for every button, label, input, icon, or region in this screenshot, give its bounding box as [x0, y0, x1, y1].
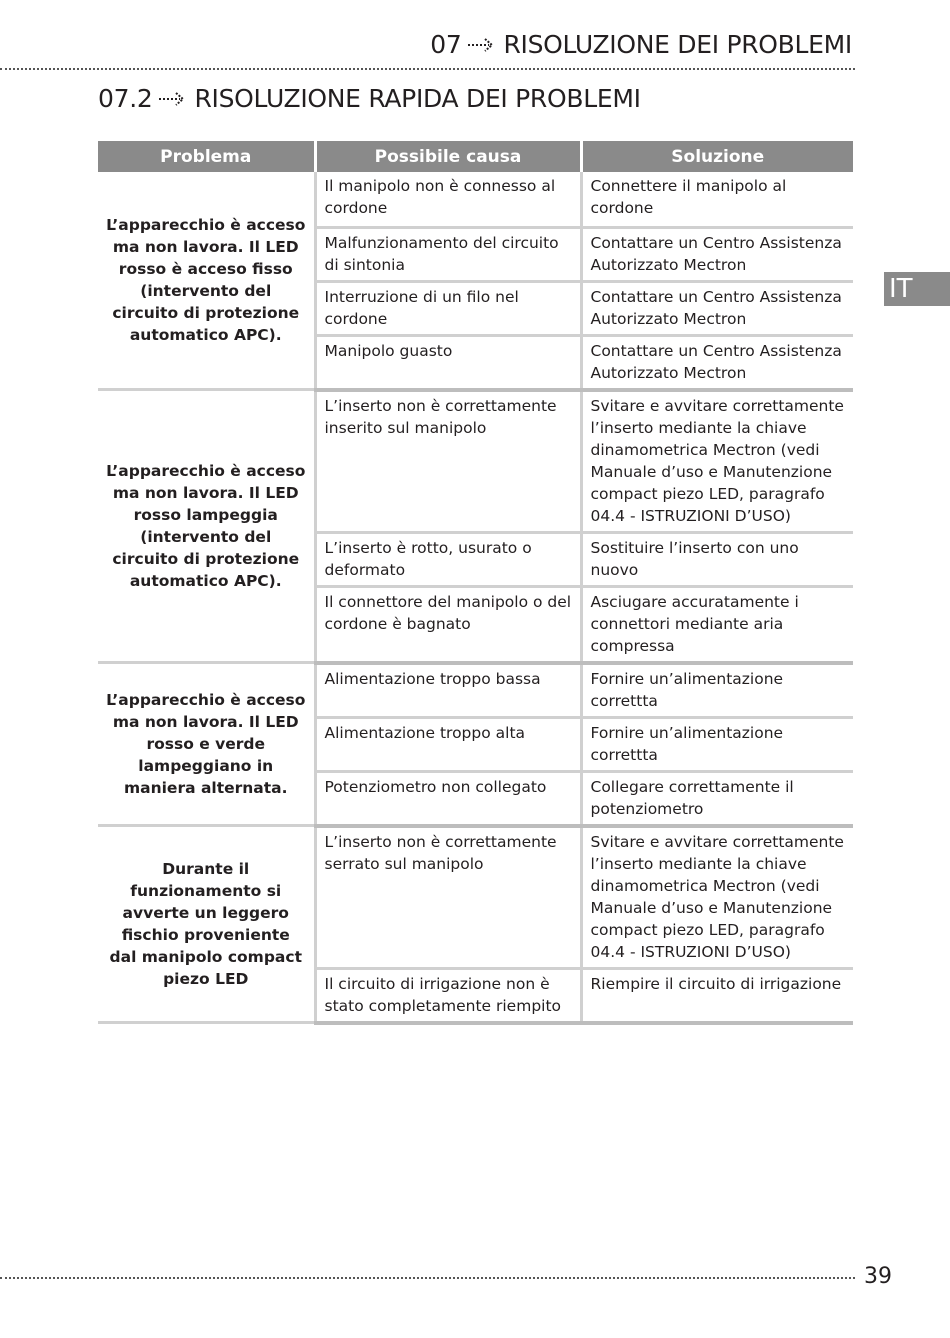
table-row	[98, 826, 853, 969]
solution-cell: Collegare correttamente il potenziometro	[581, 771, 853, 826]
cause-cell: L’inserto è rotto, usurato o deformato	[315, 532, 581, 586]
header-dotted-rule	[0, 68, 855, 70]
solution-cell: Connettere il manipolo al cordone	[581, 172, 853, 227]
dotted-arrow-icon	[158, 91, 188, 107]
table-header-row	[98, 141, 853, 172]
section-number: 07.2	[98, 84, 153, 113]
table-row	[98, 390, 853, 533]
troubleshooting-table	[98, 141, 853, 1025]
chapter-number: 07	[430, 30, 462, 59]
solution-cell: Svitare e avvitare correttamente l’inserto mediante la chiave dinamometrica Mectron (vedi Manuale d’uso e Manutenzione compact piezo LED, paragrafo 04.4 - ISTRUZIONI D’USO)	[581, 826, 853, 969]
section-title-text: RISOLUZIONE RAPIDA DEI PROBLEMI	[194, 84, 641, 113]
problem-cell: L’apparecchio è acceso ma non lavora. Il LED rosso è acceso fisso (intervento del circuito di protezione automatico APC).	[98, 172, 315, 390]
solution-cell: Riempire il circuito di irrigazione	[581, 968, 853, 1023]
solution-cell: Asciugare accuratamente i connettori mediante aria compressa	[581, 586, 853, 663]
cause-cell: L’inserto non è correttamente serrato sul manipolo	[315, 826, 581, 969]
language-tab: IT	[884, 272, 950, 306]
solution-cell: Fornire un’alimentazione correttta	[581, 663, 853, 718]
problem-cell: L’apparecchio è acceso ma non lavora. Il LED rosso e verde lampeggiano in maniera alternata.	[98, 663, 315, 826]
problem-cell: L’apparecchio è acceso ma non lavora. Il LED rosso lampeggia (intervento del circuito di protezione automatico APC).	[98, 390, 315, 663]
table-row	[98, 172, 853, 227]
section-title	[98, 84, 641, 113]
cause-cell: Il circuito di irrigazione non è stato completamente riempito	[315, 968, 581, 1023]
chapter-title: RISOLUZIONE DEI PROBLEMI	[503, 30, 852, 59]
dotted-arrow-icon	[467, 37, 497, 53]
solution-cell: Contattare un Centro Assistenza Autorizzato Mectron	[581, 227, 853, 281]
header-cause: Possibile causa	[315, 141, 581, 172]
header-solution: Soluzione	[581, 141, 853, 172]
problem-cell: Durante il funzionamento si avverte un leggero fischio proveniente dal manipolo compact piezo LED	[98, 826, 315, 1023]
solution-cell: Svitare e avvitare correttamente l’inserto mediante la chiave dinamometrica Mectron (vedi Manuale d’uso e Manutenzione compact piezo LED, paragrafo 04.4 - ISTRUZIONI D’USO)	[581, 390, 853, 533]
cause-cell: Alimentazione troppo bassa	[315, 663, 581, 718]
cause-cell: Il connettore del manipolo o del cordone è bagnato	[315, 586, 581, 663]
cause-cell: Interruzione di un filo nel cordone	[315, 281, 581, 335]
chapter-header	[430, 30, 852, 59]
solution-cell: Sostituire l’inserto con uno nuovo	[581, 532, 853, 586]
solution-cell: Contattare un Centro Assistenza Autorizzato Mectron	[581, 335, 853, 390]
cause-cell: Manipolo guasto	[315, 335, 581, 390]
page-number: 39	[864, 1264, 892, 1289]
cause-cell: Malfunzionamento del circuito di sintonia	[315, 227, 581, 281]
cause-cell: Alimentazione troppo alta	[315, 717, 581, 771]
cause-cell: L’inserto non è correttamente inserito sul manipolo	[315, 390, 581, 533]
solution-cell: Fornire un’alimentazione correttta	[581, 717, 853, 771]
table-row	[98, 663, 853, 718]
cause-cell: Potenziometro non collegato	[315, 771, 581, 826]
solution-cell: Contattare un Centro Assistenza Autorizzato Mectron	[581, 281, 853, 335]
footer-dotted-rule	[0, 1277, 855, 1279]
cause-cell: Il manipolo non è connesso al cordone	[315, 172, 581, 227]
header-problem: Problema	[98, 141, 315, 172]
